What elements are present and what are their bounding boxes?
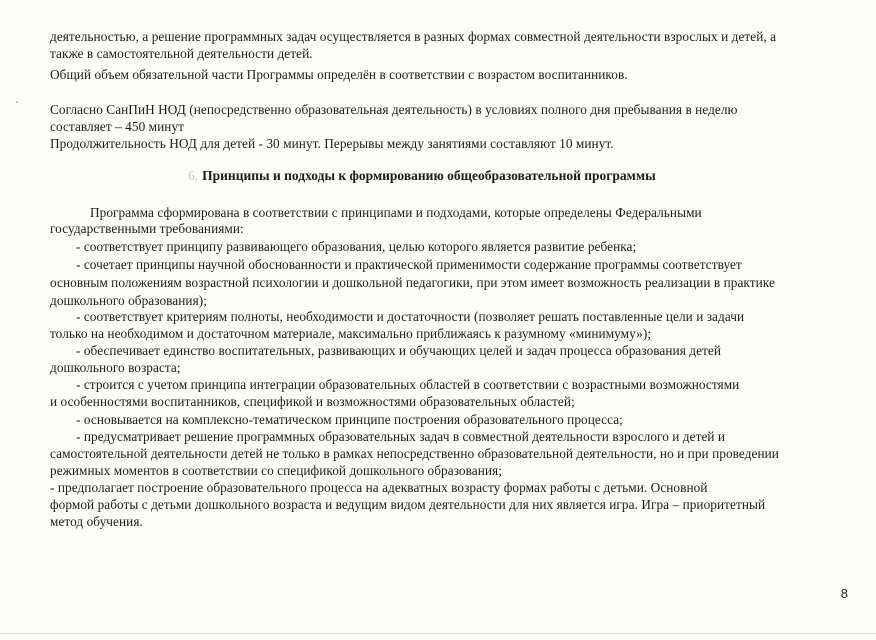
- scan-edge-line: [0, 633, 876, 634]
- section-heading: [188, 168, 656, 184]
- intro-line: Общий объем обязательной части Программы определён в соответствии с возрастом воспитанников.: [50, 67, 628, 82]
- body-line: формой работы с детьми дошкольного возраста и ведущим видом деятельности для них является игра. Игра – приоритетный: [50, 497, 766, 512]
- body-line: государственными требованиями:: [50, 221, 244, 236]
- body-line: дошкольного образования);: [50, 293, 207, 308]
- body-line: - предполагает построение образовательного процесса на адекватных возрасту формах работы с детьми. Основной: [50, 480, 708, 495]
- sanpin-line: Продолжительность НОД для детей - 30 минут. Перерывы между занятиями составляют 10 минут.: [50, 136, 614, 151]
- body-line: - предусматривает решение программных образовательных задач в совместной деятельности взрослого и детей и: [76, 429, 726, 444]
- intro-line: деятельностью, а решение программных задач осуществляется в разных формах совместной деятельности взрослых и детей, а: [50, 29, 777, 44]
- sanpin-line: составляет – 450 минут: [50, 119, 184, 134]
- body-line: - соответствует принципу развивающего образования, целью которого является развитие ребенка;: [76, 239, 637, 254]
- section-number: 6.: [188, 168, 199, 183]
- body-line: режимных моментов в соответствии со спецификой дошкольного образования;: [50, 463, 502, 478]
- body-line: и особенностями воспитанников, спецификой и возможностями образовательных областей;: [50, 394, 575, 409]
- scan-speck: [16, 101, 18, 103]
- body-line: - строится с учетом принципа интеграции образовательных областей в соответствии с возрастными возможностями: [76, 377, 740, 392]
- body-line: - соответствует критериям полноты, необходимости и достаточности (позволяет решать поставленные цели и задачи: [76, 309, 745, 324]
- sanpin-line: Согласно СанПиН НОД (непосредственно образовательная деятельность) в условиях полного дня пребывания в неделю: [50, 102, 738, 117]
- body-line: дошкольного возраста;: [50, 360, 181, 375]
- body-line: - сочетает принципы научной обоснованности и практической применимости содержание программы соответствует: [76, 257, 742, 272]
- body-line: Программа сформирована в соответствии с принципами и подходами, которые определены Федеральными: [90, 205, 702, 220]
- body-line: основным положениям возрастной психологии и дошкольной педагогики, при этом имеет возможность реализации в практике: [50, 275, 775, 290]
- body-line: - основывается на комплексно-тематическом принципе построения образовательного процесса;: [76, 412, 623, 427]
- body-line: метод обучения.: [50, 514, 143, 529]
- intro-line: также в самостоятельной деятельности детей.: [50, 46, 313, 61]
- body-line: - обеспечивает единство воспитательных, развивающих и обучающих целей и задач процесса образования детей: [76, 343, 722, 358]
- section-title: Принципы и подходы к формированию общеобразовательной программы: [202, 168, 656, 183]
- page-number: 8: [840, 586, 848, 601]
- body-line: самостоятельной деятельности детей не только в рамках непосредственно образовательной деятельности, но и при проведении: [50, 446, 779, 461]
- body-line: только на необходимом и достаточном материале, максимально приближаясь к разумному «минимуму»);: [50, 326, 652, 341]
